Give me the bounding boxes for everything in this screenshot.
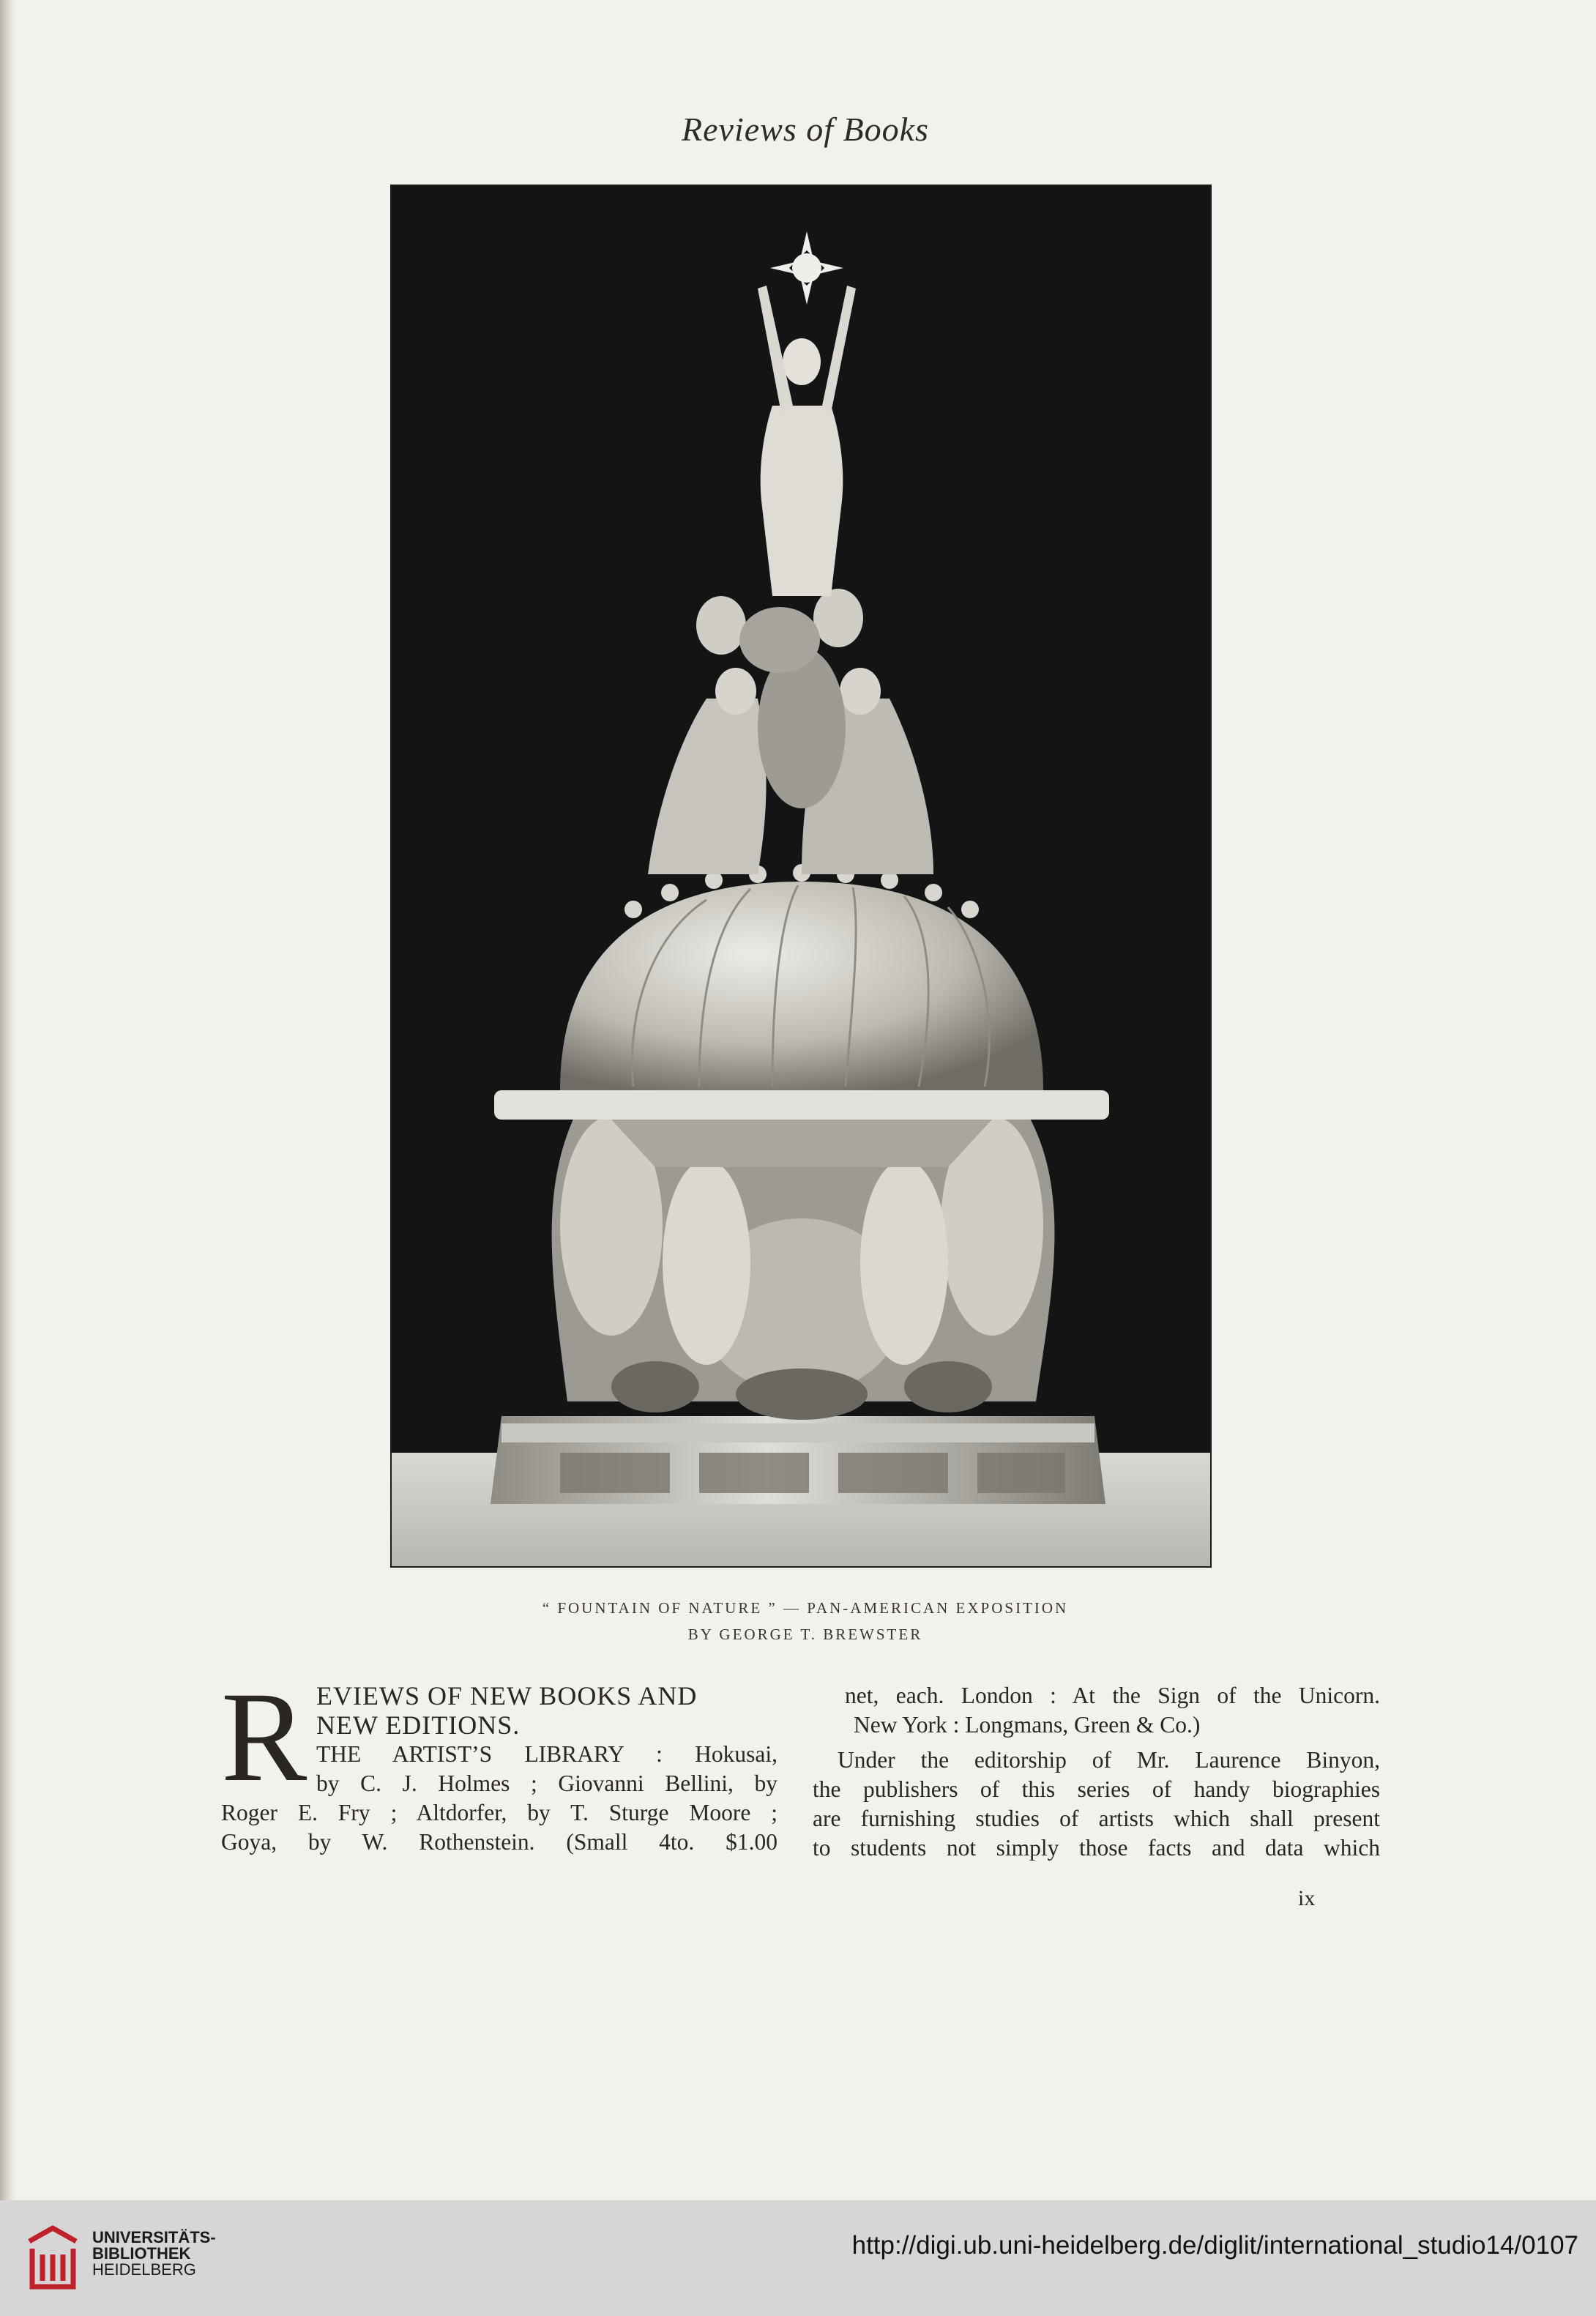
review-line: Roger E. Fry ; Altdorfer, by T. Sturge Moore ;: [221, 1800, 778, 1825]
caption-title-line: “ FOUNTAIN OF NATURE ” — PAN-AMERICAN EXPOSITION: [542, 1599, 1069, 1617]
page-number: ix: [1298, 1886, 1316, 1910]
heading-line-2: NEW EDITIONS.: [316, 1710, 521, 1740]
body-line: are furnishing studies of artists which shall present: [813, 1806, 1380, 1831]
running-head: Reviews of Books: [682, 111, 929, 148]
library-name: [92, 2230, 216, 2278]
library-line-1: UNIVERSITÄTS-: [92, 2228, 216, 2246]
library-line-3: HEIDELBERG: [92, 2260, 196, 2279]
library-logo-icon: [16, 2219, 89, 2295]
body-line: to students not simply those facts and data which: [813, 1835, 1380, 1861]
body-line: Under the editorship of Mr. Laurence Binyon,: [838, 1747, 1380, 1773]
publication-details: [813, 1681, 1380, 1740]
fountain-sculpture-illustration: [392, 186, 1210, 1566]
scan-page-edge: [0, 0, 16, 2200]
fountain-photograph: [390, 185, 1212, 1568]
review-line: Goya, by W. Rothenstein. (Small 4to. $1.00: [221, 1829, 778, 1855]
body-line: the publishers of this series of handy biographies: [813, 1776, 1380, 1802]
drop-cap: R: [221, 1666, 307, 1809]
plate-caption: [0, 1595, 1596, 1647]
article-right-column: [813, 1681, 1380, 1863]
review-line: THE ARTIST’S LIBRARY : Hokusai,: [316, 1741, 778, 1767]
publisher-line: net, each. London : At the Sign of the Unicorn.: [845, 1683, 1380, 1708]
review-line: by C. J. Holmes ; Giovanni Bellini, by: [316, 1770, 778, 1796]
publisher-line: New York : Longmans, Green & Co.): [854, 1712, 1201, 1738]
review-body: [813, 1746, 1380, 1863]
heading-line-1: EVIEWS OF NEW BOOKS AND: [316, 1681, 698, 1710]
permalink-url[interactable]: http://digi.ub.uni-heidelberg.de/diglit/international_studio14/0107: [851, 2231, 1578, 2260]
caption-artist-line: BY GEORGE T. BREWSTER: [687, 1626, 923, 1643]
article-left-column: [221, 1666, 778, 1857]
library-footer: [0, 2200, 1596, 2316]
library-line-2: BIBLIOTHEK: [92, 2244, 191, 2263]
